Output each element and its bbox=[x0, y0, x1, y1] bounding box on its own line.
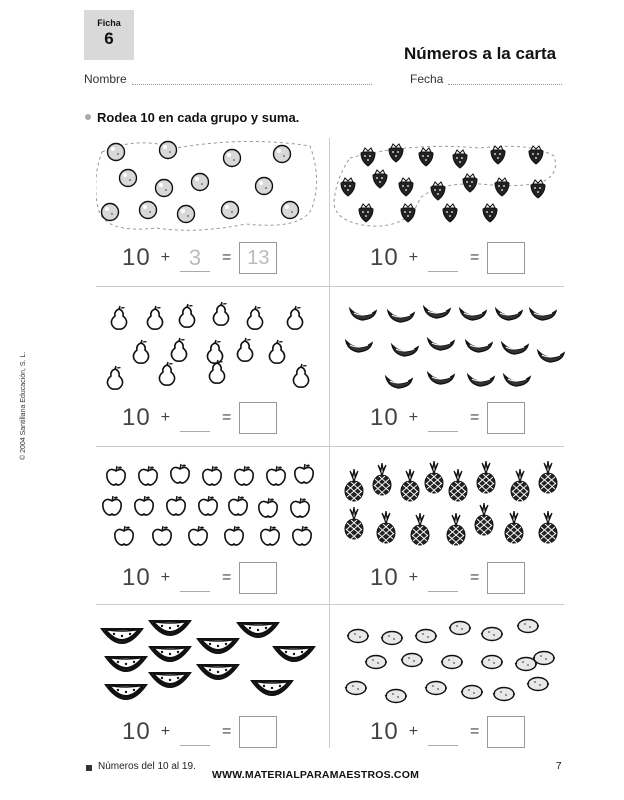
watermelon-icon bbox=[148, 643, 192, 672]
ficha-number: 6 bbox=[104, 29, 114, 48]
lemon-icon bbox=[480, 653, 504, 676]
banana-icon bbox=[502, 371, 532, 394]
equals-sign: = bbox=[222, 249, 232, 266]
pineapple-icon bbox=[474, 461, 498, 500]
banana-icon bbox=[348, 305, 378, 328]
addition-equation bbox=[122, 558, 277, 598]
watermelon-icon bbox=[148, 617, 192, 646]
ten-number: 10 bbox=[122, 564, 151, 591]
pineapple-icon bbox=[398, 469, 422, 508]
instruction-text: Rodea 10 en cada grupo y suma. bbox=[97, 110, 300, 125]
result-box[interactable]: 13 bbox=[239, 242, 277, 274]
strawberry-icon bbox=[528, 178, 548, 205]
addend-blank[interactable] bbox=[180, 405, 210, 432]
addend-blank[interactable] bbox=[180, 719, 210, 746]
watermelon-icon bbox=[148, 669, 192, 698]
addition-equation bbox=[122, 238, 277, 278]
strawberry-icon bbox=[416, 146, 436, 173]
banana-icon bbox=[390, 341, 420, 364]
lemon-icon bbox=[400, 651, 424, 674]
apple-icon bbox=[264, 465, 288, 492]
addend-blank[interactable]: 3 bbox=[180, 245, 210, 272]
addition-equation bbox=[370, 398, 525, 438]
banana-icon bbox=[494, 305, 524, 328]
lemon-icon bbox=[414, 627, 438, 650]
date-field-line[interactable] bbox=[448, 83, 562, 85]
orange-icon bbox=[220, 200, 240, 225]
lemon-icon bbox=[448, 619, 472, 642]
result-box[interactable] bbox=[487, 562, 525, 594]
strawberry-icon bbox=[526, 144, 546, 171]
plus-sign: + bbox=[160, 409, 171, 426]
orange-icon bbox=[176, 204, 196, 229]
strawberry-icon bbox=[488, 144, 508, 171]
banana-icon bbox=[536, 347, 566, 370]
pineapple-icon bbox=[408, 513, 432, 552]
watermelon-icon bbox=[250, 677, 294, 706]
apple-icon bbox=[132, 495, 156, 522]
lemon-icon bbox=[380, 629, 404, 652]
lemon-icon bbox=[364, 653, 388, 676]
equals-sign: = bbox=[222, 569, 232, 586]
apple-icon bbox=[290, 525, 314, 552]
apple-icon bbox=[258, 525, 282, 552]
instruction-bullet bbox=[85, 114, 91, 120]
pear-icon bbox=[290, 363, 312, 394]
pineapple-icon bbox=[374, 511, 398, 550]
pear-icon bbox=[144, 305, 166, 336]
result-box[interactable] bbox=[239, 402, 277, 434]
strawberry-icon bbox=[386, 142, 406, 169]
equals-sign: = bbox=[222, 723, 232, 740]
strawberry-icon bbox=[460, 172, 480, 199]
watermelon-icon bbox=[196, 661, 240, 690]
watermelon-icon bbox=[104, 653, 148, 682]
page-title: Números a la carta bbox=[404, 44, 557, 63]
lemon-icon bbox=[532, 649, 556, 672]
apple-icon bbox=[196, 495, 220, 522]
result-box[interactable] bbox=[487, 242, 525, 274]
plus-sign: + bbox=[160, 569, 171, 586]
banana-icon bbox=[466, 371, 496, 394]
pineapple-icon bbox=[536, 511, 560, 550]
addend-blank[interactable] bbox=[428, 719, 458, 746]
banana-icon bbox=[500, 339, 530, 362]
strawberry-icon bbox=[492, 176, 512, 203]
pear-icon bbox=[104, 365, 126, 396]
apple-icon bbox=[200, 465, 224, 492]
equals-sign: = bbox=[470, 723, 480, 740]
apple-icon bbox=[112, 525, 136, 552]
ten-number: 10 bbox=[370, 564, 399, 591]
ten-number: 10 bbox=[122, 718, 151, 745]
ten-number: 10 bbox=[370, 404, 399, 431]
strawberry-icon bbox=[396, 176, 416, 203]
apple-icon bbox=[256, 497, 280, 524]
pear-icon bbox=[156, 361, 178, 392]
name-label: Nombre bbox=[84, 72, 127, 86]
orange-icon bbox=[222, 148, 242, 173]
plus-sign: + bbox=[160, 249, 171, 266]
plus-sign: + bbox=[408, 723, 419, 740]
watermelon-icon bbox=[100, 625, 144, 654]
lemon-icon bbox=[424, 679, 448, 702]
apple-icon bbox=[150, 525, 174, 552]
banana-icon bbox=[422, 303, 452, 326]
pear-icon bbox=[210, 301, 232, 332]
orange-icon bbox=[100, 202, 120, 227]
watermelon-icon bbox=[272, 643, 316, 672]
page-number: 7 bbox=[556, 761, 562, 772]
strawberry-icon bbox=[356, 202, 376, 229]
orange-icon bbox=[254, 176, 274, 201]
lemon-icon bbox=[460, 683, 484, 706]
pineapple-icon bbox=[422, 461, 446, 500]
addend-blank[interactable] bbox=[428, 565, 458, 592]
watermelon-icon bbox=[196, 635, 240, 664]
addend-blank[interactable] bbox=[428, 245, 458, 272]
banana-icon bbox=[344, 337, 374, 360]
copyright-note: © 2004 Santillana Educación, S. L. bbox=[20, 351, 27, 460]
pineapple-icon bbox=[370, 463, 394, 502]
lemon-icon bbox=[384, 687, 408, 710]
apple-icon bbox=[100, 495, 124, 522]
equals-sign: = bbox=[470, 249, 480, 266]
pear-icon bbox=[176, 303, 198, 334]
addition-equation bbox=[122, 398, 277, 438]
apple-icon bbox=[232, 465, 256, 492]
lemon-icon bbox=[346, 627, 370, 650]
ficha-label: Ficha bbox=[97, 18, 121, 28]
apple-icon bbox=[186, 525, 210, 552]
footer-website: WWW.MATERIALPARAMAESTROS.COM bbox=[212, 769, 420, 781]
strawberry-icon bbox=[450, 148, 470, 175]
pear-icon bbox=[130, 339, 152, 370]
apple-icon bbox=[104, 465, 128, 492]
pineapple-icon bbox=[508, 469, 532, 508]
apple-icon bbox=[292, 463, 316, 490]
pineapple-icon bbox=[342, 507, 366, 546]
pear-icon bbox=[244, 305, 266, 336]
apple-icon bbox=[222, 525, 246, 552]
orange-icon bbox=[118, 168, 138, 193]
lemon-icon bbox=[344, 679, 368, 702]
orange-icon bbox=[158, 140, 178, 165]
addition-equation bbox=[370, 558, 525, 598]
apple-icon bbox=[226, 495, 250, 522]
strawberry-icon bbox=[480, 202, 500, 229]
lemon-icon bbox=[526, 675, 550, 698]
result-box[interactable] bbox=[487, 402, 525, 434]
banana-icon bbox=[384, 373, 414, 396]
strawberry-icon bbox=[440, 202, 460, 229]
watermelon-icon bbox=[104, 681, 148, 710]
banana-icon bbox=[528, 305, 558, 328]
ten-number: 10 bbox=[122, 244, 151, 271]
plus-sign: + bbox=[408, 569, 419, 586]
orange-icon bbox=[106, 142, 126, 167]
ficha-badge bbox=[84, 10, 134, 60]
footer-bullet bbox=[86, 765, 92, 771]
pear-icon bbox=[284, 305, 306, 336]
pineapple-icon bbox=[472, 503, 496, 542]
result-box[interactable] bbox=[239, 562, 277, 594]
pear-icon bbox=[206, 359, 228, 390]
pineapple-icon bbox=[502, 511, 526, 550]
plus-sign: + bbox=[160, 723, 171, 740]
plus-sign: + bbox=[408, 249, 419, 266]
apple-icon bbox=[164, 495, 188, 522]
addition-equation bbox=[370, 238, 525, 278]
strawberry-icon bbox=[370, 168, 390, 195]
orange-icon bbox=[138, 200, 158, 225]
lemon-icon bbox=[480, 625, 504, 648]
ten-number: 10 bbox=[122, 404, 151, 431]
pear-icon bbox=[108, 305, 130, 336]
lemon-icon bbox=[516, 617, 540, 640]
banana-icon bbox=[458, 305, 488, 328]
orange-icon bbox=[190, 172, 210, 197]
orange-icon bbox=[272, 144, 292, 169]
pineapple-icon bbox=[444, 513, 468, 552]
date-label: Fecha bbox=[410, 72, 444, 86]
pear-icon bbox=[266, 339, 288, 370]
pineapple-icon bbox=[342, 469, 366, 508]
addend-blank[interactable] bbox=[428, 405, 458, 432]
result-box[interactable] bbox=[487, 716, 525, 748]
pineapple-icon bbox=[536, 461, 560, 500]
banana-icon bbox=[386, 307, 416, 330]
apple-icon bbox=[168, 463, 192, 490]
pear-icon bbox=[234, 337, 256, 368]
strawberry-icon bbox=[338, 176, 358, 203]
strawberry-icon bbox=[398, 202, 418, 229]
name-field-line[interactable] bbox=[132, 83, 372, 85]
lemon-icon bbox=[492, 685, 516, 708]
equals-sign: = bbox=[470, 409, 480, 426]
lemon-icon bbox=[440, 653, 464, 676]
plus-sign: + bbox=[408, 409, 419, 426]
banana-icon bbox=[426, 369, 456, 392]
banana-icon bbox=[426, 335, 456, 358]
equals-sign: = bbox=[470, 569, 480, 586]
ten-number: 10 bbox=[370, 244, 399, 271]
footer-topic: Números del 10 al 19. bbox=[98, 761, 196, 772]
ten-number: 10 bbox=[370, 718, 399, 745]
pineapple-icon bbox=[446, 469, 470, 508]
orange-icon bbox=[280, 200, 300, 225]
apple-icon bbox=[136, 465, 160, 492]
equals-sign: = bbox=[222, 409, 232, 426]
addend-blank[interactable] bbox=[180, 565, 210, 592]
result-box[interactable] bbox=[239, 716, 277, 748]
addition-equation bbox=[370, 712, 525, 752]
apple-icon bbox=[288, 497, 312, 524]
addition-equation bbox=[122, 712, 277, 752]
banana-icon bbox=[464, 337, 494, 360]
